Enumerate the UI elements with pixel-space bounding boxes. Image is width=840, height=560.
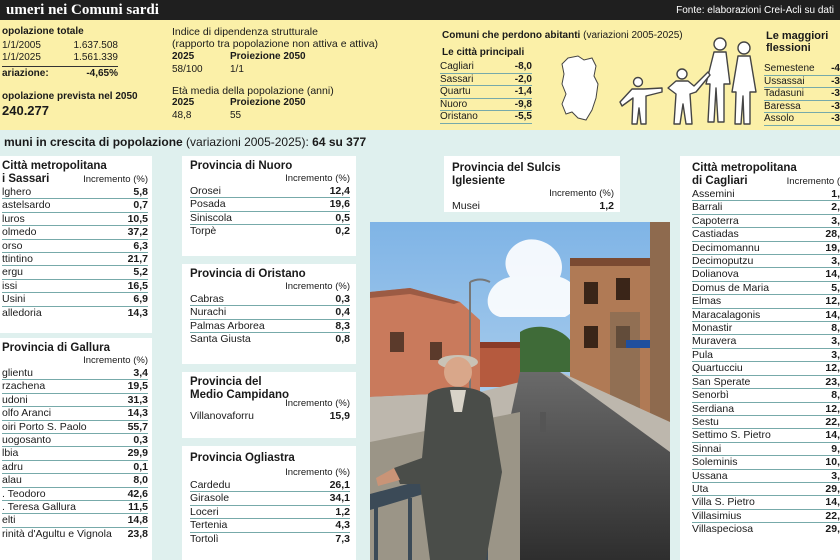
increment-value: 0,8	[335, 333, 350, 346]
comune-name: rinità d'Agultu e Vignola	[2, 527, 112, 540]
increment-value: 5,	[831, 281, 840, 294]
comune-name: Posada	[190, 198, 226, 211]
increment-value: 14,	[825, 429, 840, 442]
population-row: 1/1/2005 1.637.508	[2, 40, 118, 51]
street-photo	[370, 222, 670, 560]
table-row	[692, 282, 840, 295]
comune-name: astelsardo	[2, 199, 51, 212]
table-row	[2, 461, 148, 474]
comune-name: Villa S. Pietro	[692, 496, 755, 509]
comune-name: glientu	[2, 367, 33, 379]
table-row	[190, 506, 350, 519]
list-item: Nuoro -9,8	[440, 98, 532, 110]
table-row	[2, 447, 148, 460]
increment-value: 14,	[825, 268, 840, 281]
comune-name: alau	[2, 474, 22, 487]
increment-value: 5,2	[133, 266, 148, 279]
dependency-subtitle: (rapporto tra popolazione non attiva e attiva)	[172, 38, 379, 50]
increment-value: 3,	[831, 469, 840, 482]
table-row	[692, 523, 840, 535]
table-row	[2, 226, 148, 239]
table-row	[692, 242, 840, 255]
table-rows	[692, 188, 840, 536]
increment-value: 2,	[831, 201, 840, 214]
comune-name: Cabras	[190, 293, 224, 305]
increment-value: 14,	[825, 308, 840, 321]
table-row	[692, 322, 840, 335]
list-item: Tadasuni -3	[764, 88, 840, 99]
comune-name: Assemini	[692, 188, 735, 200]
table-row	[2, 280, 148, 293]
comune-name: Decimoputzu	[692, 255, 754, 268]
table-row	[692, 403, 840, 416]
increment-value: 4,3	[335, 519, 350, 532]
comune-name: elti	[2, 514, 16, 527]
increment-value: 1,2	[335, 505, 350, 518]
table-row	[2, 501, 148, 514]
panel-sulcis: Provincia del Sulcis Iglesiente Incremento (%) Musei 1,2	[444, 156, 620, 212]
table-row	[2, 421, 148, 434]
comune-name: Barrali	[692, 201, 723, 214]
age-title: Età media della popolazione (anni)	[172, 85, 334, 97]
increment-value: 0,3	[133, 434, 148, 447]
comune-name: Loceri	[190, 505, 219, 518]
table-row	[692, 496, 840, 509]
increment-value: 6,3	[133, 239, 148, 252]
family-illustration-icon	[616, 32, 766, 132]
comune-name: Quartucciu	[692, 362, 743, 375]
increment-value: 31,3	[127, 393, 148, 406]
comune-name: Tortolì	[190, 532, 219, 545]
dependency-title: Indice di dipendenza strutturale	[172, 26, 318, 38]
table-row	[2, 266, 148, 279]
table-row	[2, 394, 148, 407]
population-row: 1/1/2025 1.561.339	[2, 52, 118, 63]
table-row	[190, 533, 350, 545]
comune-name: Tertenia	[190, 519, 228, 532]
comune-name: Cardedu	[190, 479, 231, 491]
table-row	[2, 213, 148, 226]
increment-value: 12,	[825, 402, 840, 415]
increment-value: 28,	[825, 228, 840, 241]
increment-value: 9,	[831, 442, 840, 455]
comune-name: Monastir	[692, 322, 733, 335]
table-row	[2, 367, 148, 380]
growth-heading: muni in crescita di popolazione (variazioni 2005-2025): 64 su 377	[4, 135, 367, 149]
comune-name: olmedo	[2, 226, 37, 239]
panel-gallura: Provincia di Gallura Incremento (%) glientu 3,4 rzachena 19,5 udoni 31,3 olfo Aranci 14,3 oiri Porto S. Paolo 55,7 uogosanto 0,3 lbia 29,9 adru 0,1 alau 8,0 . Teodoro 42,6 . Teresa Gallura 11,5 elti 14,8 rinità d'Agultu e Vignola 23,8	[0, 338, 152, 560]
loss-title: Comuni che perdono abitanti (variazioni 2005-2025)	[442, 30, 683, 41]
table-row	[692, 456, 840, 469]
table-rows	[2, 186, 148, 319]
comune-name: Elmas	[692, 295, 722, 308]
table-row	[692, 429, 840, 442]
table-row	[692, 376, 840, 389]
table-row	[2, 293, 148, 306]
increment-value: 34,1	[329, 492, 350, 505]
table-row	[692, 215, 840, 228]
increment-value: 12,4	[329, 185, 350, 197]
comune-name: Castiadas	[692, 228, 739, 241]
increment-value: 23,	[825, 375, 840, 388]
table-row	[692, 389, 840, 402]
increment-value: 11,5	[128, 501, 148, 514]
table-row	[190, 333, 350, 345]
main-cities-list	[440, 61, 532, 124]
table-row	[692, 228, 840, 241]
comune-name: Domus de Maria	[692, 281, 770, 294]
comune-name: luros	[2, 212, 25, 225]
comune-name: issi	[2, 279, 18, 292]
comune-name: Maracalagonis	[692, 308, 761, 321]
comune-name: Palmas Arborea	[190, 319, 265, 332]
main-cities-title: Le città principali	[442, 47, 525, 58]
sardinia-map-icon	[556, 54, 604, 124]
comune-name: Uta	[692, 482, 709, 495]
increment-value: 8,	[831, 389, 840, 402]
table-row	[692, 416, 840, 429]
increment-value: 29,9	[127, 447, 148, 460]
increment-value: 1,	[831, 188, 840, 200]
increment-value: 3,	[831, 214, 840, 227]
summary-section	[0, 20, 840, 130]
table-rows	[190, 410, 350, 422]
comune-name: ttintino	[2, 253, 33, 266]
comune-name: Musei	[452, 200, 481, 212]
comune-name: Siniscola	[190, 211, 233, 224]
table-row	[692, 362, 840, 375]
table-row	[692, 349, 840, 362]
list-item: Semestene -4	[764, 63, 840, 74]
increment-value: 8,0	[133, 474, 148, 487]
comune-name: olfo Aranci	[2, 407, 52, 420]
increment-value: 23,8	[127, 527, 148, 540]
table-row	[190, 198, 350, 211]
increment-value: 3,4	[133, 367, 148, 379]
increment-value: 5,8	[133, 186, 148, 198]
comune-name: oiri Porto S. Paolo	[2, 420, 87, 433]
table-row	[2, 474, 148, 487]
comune-name: uogosanto	[2, 434, 52, 447]
increment-value: 19,5	[127, 380, 148, 393]
table-row	[190, 492, 350, 505]
comune-name: Santa Giusta	[190, 333, 251, 346]
table-row	[692, 470, 840, 483]
table-row	[692, 335, 840, 348]
increment-value: 12,	[825, 295, 840, 308]
table-row	[692, 309, 840, 322]
increment-value: 8,3	[335, 319, 350, 332]
comune-name: Soleminis	[692, 456, 738, 469]
table-row	[190, 479, 350, 492]
comune-name: alledoria	[2, 306, 42, 319]
table-rows	[452, 200, 614, 212]
increment-value: 15,9	[329, 410, 350, 422]
increment-value: 16,5	[127, 279, 148, 292]
increment-value: 0,7	[133, 199, 148, 212]
comune-name: Villanovaforru	[190, 410, 255, 422]
dependency-block: Indice di dipendenza strutturale (rapporto tra popolazione non attiva e attiva) 2025 Proiezione 2050 58/100 1/1 Età media della popolazione (anni) 2025 Proiezione 2050 48,8 55	[172, 26, 402, 121]
comune-name: Decimomannu	[692, 241, 760, 254]
header-bar	[0, 0, 840, 20]
comune-name: Villaspeciosa	[692, 523, 754, 536]
table-row	[2, 307, 148, 319]
increment-value: 3,	[831, 255, 840, 268]
table-row	[190, 293, 350, 306]
increment-value: 14,8	[127, 514, 148, 527]
comune-name: Nurachi	[190, 306, 227, 319]
comune-name: Orosei	[190, 185, 221, 197]
comune-name: lbia	[2, 447, 19, 460]
table-row	[692, 255, 840, 268]
comune-name: udoni	[2, 393, 28, 406]
increment-value: 0,5	[335, 211, 350, 224]
panel-cagliari: Città metropolitana di Cagliari Incremento ( Assemini 1, Barrali 2, Capoterra 3, Castiadas 28, Decimomannu 19, Decimoputzu 3, Dolianova 14, Domus de Maria 5, Elmas 12, Maracalagonis 14, Monastir 8, Muravera 3, Pula 3, Quartucciu 12, San Sperate 23, Senorbì 8, Serdiana 12, Sestu 22, Settimo S. Pietro 14, Sinnai 9, Soleminis 10, Ussana 3, Uta 29, Villa S. Pietro 14, Villasimius 22, Villaspeciosa 29,	[680, 156, 840, 560]
street-scene-image	[370, 222, 670, 560]
comune-name: Torpè	[190, 225, 217, 238]
list-item: Cagliari -8,0	[440, 61, 532, 72]
comune-name: Dolianova	[692, 268, 739, 281]
table-row	[2, 253, 148, 266]
list-item: Oristano -5,5	[440, 111, 532, 122]
comune-name: San Sperate	[692, 375, 751, 388]
list-item: Ussassai -3	[764, 75, 840, 87]
forecast-title: opolazione prevista nel 2050	[2, 91, 138, 102]
table-rows	[190, 293, 350, 346]
increment-value: 14,3	[127, 407, 148, 420]
forecast-value: 240.277	[2, 103, 49, 118]
increment-value: 26,1	[329, 479, 350, 491]
increment-value: 3,	[831, 335, 840, 348]
comune-name: adru	[2, 460, 24, 473]
comune-name: Serdiana	[692, 402, 735, 415]
increment-value: 0,2	[335, 225, 350, 238]
table-row	[190, 519, 350, 532]
table-row	[2, 186, 148, 199]
increment-value: 0,4	[335, 306, 350, 319]
comune-name: Sestu	[692, 415, 719, 428]
declines-list	[764, 63, 840, 126]
increment-value: 14,	[825, 496, 840, 509]
table-row	[692, 201, 840, 214]
source-note: Fonte: elaborazioni Crei-Acli su dati	[676, 4, 834, 16]
comune-name: rzachena	[2, 380, 46, 393]
table-row	[190, 410, 350, 422]
comune-name: Senorbì	[692, 389, 729, 402]
declines-title: Le maggiori flessioni	[766, 30, 829, 54]
comune-name: . Teodoro	[2, 487, 46, 500]
table-row	[190, 320, 350, 333]
increment-value: 19,6	[329, 198, 350, 211]
comune-name: Settimo S. Pietro	[692, 429, 771, 442]
comune-name: lghero	[2, 186, 32, 198]
increment-value: 22,	[825, 415, 840, 428]
comune-name: Usini	[2, 293, 26, 306]
population-title: opolazione totale	[2, 26, 84, 37]
table-row	[692, 295, 840, 308]
increment-value: 0,3	[335, 293, 350, 305]
population-row: ariazione: -4,65%	[2, 68, 118, 79]
table-rows	[2, 367, 148, 540]
table-row	[190, 225, 350, 237]
table-row	[692, 443, 840, 456]
list-item: Baressa -3	[764, 100, 840, 112]
table-row	[2, 240, 148, 253]
table-row	[2, 380, 148, 393]
increment-value: 10,	[825, 456, 840, 469]
table-row	[692, 483, 840, 496]
increment-value: 29,	[825, 482, 840, 495]
table-row	[452, 200, 614, 212]
increment-value: 21,7	[127, 253, 148, 266]
increment-value: 42,6	[127, 487, 148, 500]
comune-name: Girasole	[190, 492, 230, 505]
increment-value: 12,	[825, 362, 840, 375]
increment-value: 37,2	[127, 226, 148, 239]
increment-value: 3,	[831, 348, 840, 361]
list-item: Quartu -1,4	[440, 86, 532, 97]
comune-name: Pula	[692, 348, 714, 361]
increment-value: 8,	[831, 322, 840, 335]
table-row	[2, 199, 148, 212]
increment-value: 19,	[825, 241, 840, 254]
table-rows	[190, 185, 350, 238]
table-row	[190, 212, 350, 225]
list-item: Sassari -2,0	[440, 73, 532, 85]
comune-name: . Teresa Gallura	[2, 501, 76, 514]
table-row	[190, 185, 350, 198]
table-row	[692, 268, 840, 281]
comune-name: orso	[2, 239, 23, 252]
increment-value: 22,	[825, 509, 840, 522]
page-title: umeri nei Comuni sardi	[6, 1, 159, 18]
table-row	[2, 434, 148, 447]
increment-value: 29,	[825, 523, 840, 536]
increment-value: 10,5	[127, 212, 148, 225]
comune-name: Villasimius	[692, 509, 742, 522]
table-row	[190, 306, 350, 319]
panel-ogliastra: Provincia Ogliastra Incremento (%) Cardedu 26,1 Girasole 34,1 Loceri 1,2 Tertenia 4,3 Tortolì 7,3	[182, 446, 356, 560]
increment-value: 1,2	[599, 200, 614, 212]
comune-name: Ussana	[692, 469, 728, 482]
comune-name: Sinnai	[692, 442, 722, 455]
comune-name: ergu	[2, 266, 24, 279]
increment-value: 7,3	[335, 532, 350, 545]
table-rows	[190, 479, 350, 545]
increment-value: 6,9	[133, 293, 148, 306]
panel-medio-campidano: Provincia del Medio Campidano Incremento (%) Villanovaforru 15,9	[182, 372, 356, 438]
list-item: Assolo -3	[764, 113, 840, 124]
panel-nuoro: Provincia di Nuoro Incremento (%) Orosei 12,4 Posada 19,6 Siniscola 0,5 Torpè 0,2	[182, 156, 356, 256]
increment-value: 14,3	[127, 306, 148, 319]
table-row	[2, 407, 148, 420]
increment-value: 0,1	[133, 460, 148, 473]
table-row	[2, 488, 148, 501]
comune-name: Capoterra	[692, 214, 739, 227]
table-row	[2, 528, 148, 540]
panel-sassari: Città metropolitana i Sassari Incremento (%) lghero 5,8 astelsardo 0,7 luros 10,5 olmedo 37,2 orso 6,3 ttintino 21,7 ergu 5,2 issi 16,5 Usini 6,9 alledoria 14,3	[0, 156, 152, 333]
panel-oristano: Provincia di Oristano Incremento (%) Cabras 0,3 Nurachi 0,4 Palmas Arborea 8,3 Santa Giusta 0,8	[182, 264, 356, 364]
table-row	[692, 510, 840, 523]
population-block	[2, 26, 138, 118]
increment-value: 55,7	[127, 420, 148, 433]
table-row	[2, 514, 148, 527]
table-row	[692, 188, 840, 201]
comune-name: Muravera	[692, 335, 737, 348]
